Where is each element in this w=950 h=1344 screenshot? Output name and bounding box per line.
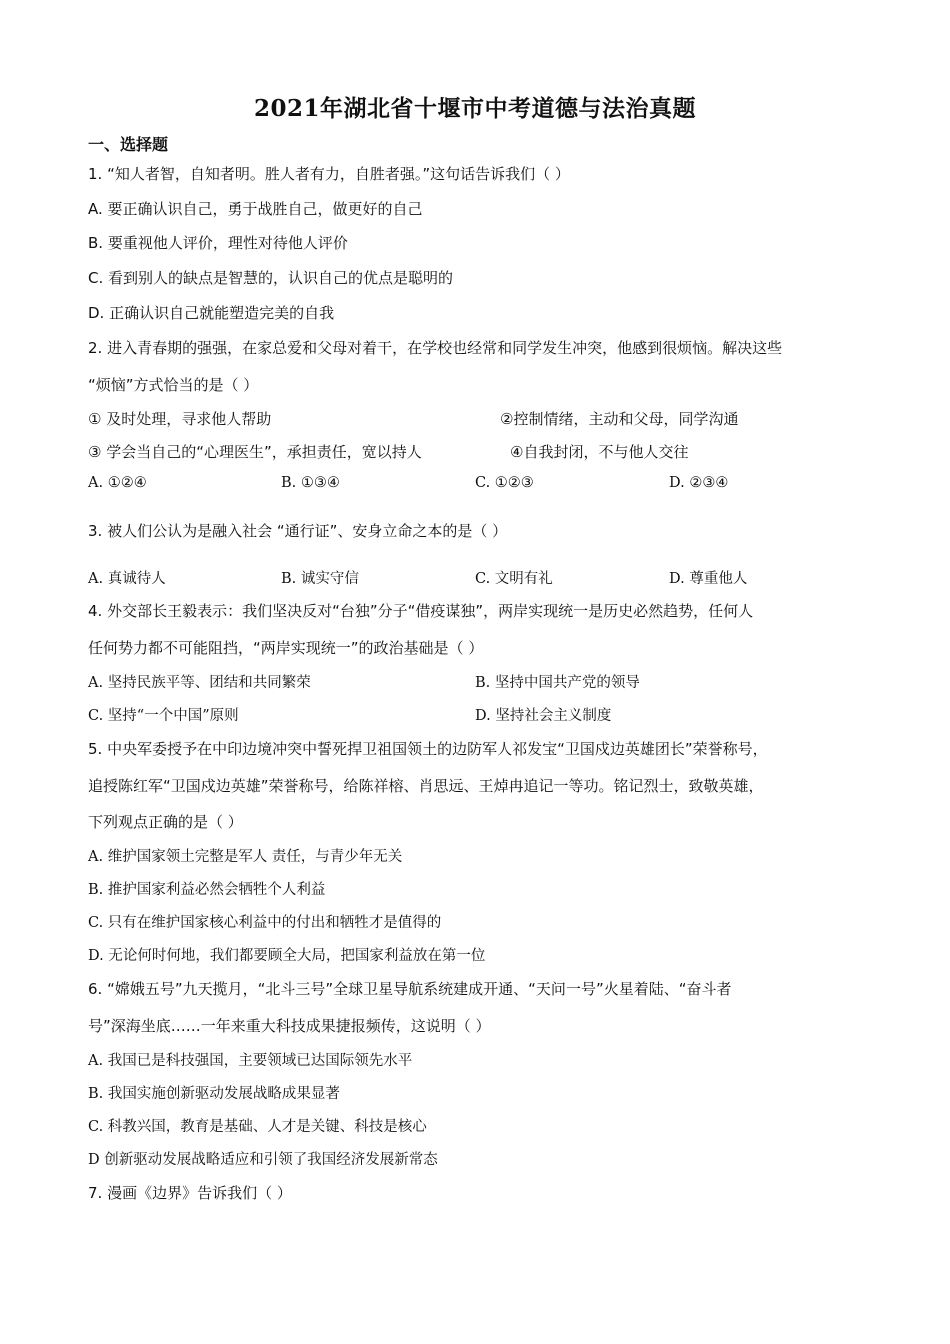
question-2-option-c: C. ①②③	[475, 475, 534, 491]
question-2-stem-line-1: 2. 进入青春期的强强，在家总爱和父母对着干，在学校也经常和同学发生冲突，他感到很烦恼。解决这些	[88, 339, 783, 357]
question-3-option-b: B. 诚实守信	[281, 571, 359, 587]
page-title: 2021年湖北省十堰市中考道德与法治真题	[253, 95, 696, 122]
question-4-option-b: B. 坚持中国共产党的领导	[475, 675, 640, 691]
question-2-statement-4: ④自我封闭，不与他人交往	[510, 443, 689, 461]
question-1-option-a: A. 要正确认识自己，勇于战胜自己，做更好的自己	[88, 200, 423, 218]
question-5-stem-line-2: 追授陈红军“卫国戍边英雄”荣誉称号，给陈祥榕、肖思远、王焯冉追记一等功。铭记烈士，致敬英雄，	[88, 777, 764, 795]
question-4-stem-line-2: 任何势力都不可能阻挡，“两岸实现统一”的政治基础是（ ）	[88, 639, 484, 657]
question-2-stem-line-2: “烦恼”方式恰当的是（ ）	[88, 376, 259, 394]
question-3-option-a: A. 真诚待人	[88, 571, 166, 587]
question-2-statement-3: ③ 学会当自己的“心理医生”，承担责任，宽以持人	[88, 443, 422, 461]
question-2-statement-2: ②控制情绪，主动和父母，同学沟通	[500, 410, 739, 428]
question-4-option-a: A. 坚持民族平等、团结和共同繁荣	[88, 675, 311, 691]
question-5-option-a: A. 维护国家领土完整是军人 责任，与青少年无关	[88, 849, 403, 865]
question-2-option-d: D. ②③④	[669, 475, 729, 491]
question-2-option-a: A. ①②④	[88, 475, 147, 491]
question-3-option-d: D. 尊重他人	[669, 571, 748, 587]
question-6-stem-line-2: 号”深海坐底……一年来重大科技成果捷报频传，这说明（ ）	[88, 1017, 491, 1035]
question-5-stem-line-1: 5. 中央军委授予在中印边境冲突中誓死捍卫祖国领土的边防军人祁发宝“卫国戍边英雄团长”荣誉称号，	[88, 740, 768, 758]
question-2-option-b: B. ①③④	[281, 475, 340, 491]
question-1-stem: 1. “知人者智，自知者明。胜人者有力，自胜者强。”这句话告诉我们（ ）	[88, 165, 570, 183]
question-5-option-c: C. 只有在维护国家核心利益中的付出和牺牲才是值得的	[88, 915, 442, 931]
question-1-option-d: D. 正确认识自己就能塑造完美的自我	[88, 304, 335, 322]
question-6-stem-line-1: 6. “嫦娥五号”九天揽月，“北斗三号”全球卫星导航系统建成开通、“天问一号”火星着陆、“奋斗者	[88, 980, 732, 998]
question-5-stem-line-3: 下列观点正确的是（ ）	[88, 813, 243, 831]
question-6-option-d: D 创新驱动发展战略适应和引领了我国经济发展新常态	[88, 1152, 438, 1168]
question-2-statement-1: ① 及时处理，寻求他人帮助	[88, 410, 272, 428]
question-6-option-b: B. 我国实施创新驱动发展战略成果显著	[88, 1086, 340, 1102]
question-1-option-c: C. 看到别人的缺点是智慧的，认识自己的优点是聪明的	[88, 269, 454, 287]
question-4-option-d: D. 坚持社会主义制度	[475, 708, 612, 724]
question-3-option-c: C. 文明有礼	[475, 571, 553, 587]
section-heading: 一、选择题	[88, 135, 169, 154]
question-4-option-c: C. 坚持“一个中国”原则	[88, 708, 239, 724]
question-3-stem: 3. 被人们公认为是融入社会 “通行证”、安身立命之本的是（ ）	[88, 522, 508, 540]
question-6-option-a: A. 我国已是科技强国，主要领域已达国际领先水平	[88, 1053, 413, 1069]
question-6-option-c: C. 科教兴国，教育是基础、人才是关键、科技是核心	[88, 1119, 427, 1135]
question-5-option-d: D. 无论何时何地，我们都要顾全大局，把国家利益放在第一位	[88, 948, 486, 964]
question-4-stem-line-1: 4. 外交部长王毅表示：我们坚决反对“台独”分子“借疫谋独”，两岸实现统一是历史必然趋势，任何人	[88, 602, 754, 620]
question-5-option-b: B. 推护国家利益必然会牺牲个人利益	[88, 882, 326, 898]
question-7-stem: 7. 漫画《边界》告诉我们（ ）	[88, 1184, 292, 1202]
question-1-option-b: B. 要重视他人评价，理性对待他人评价	[88, 234, 348, 252]
